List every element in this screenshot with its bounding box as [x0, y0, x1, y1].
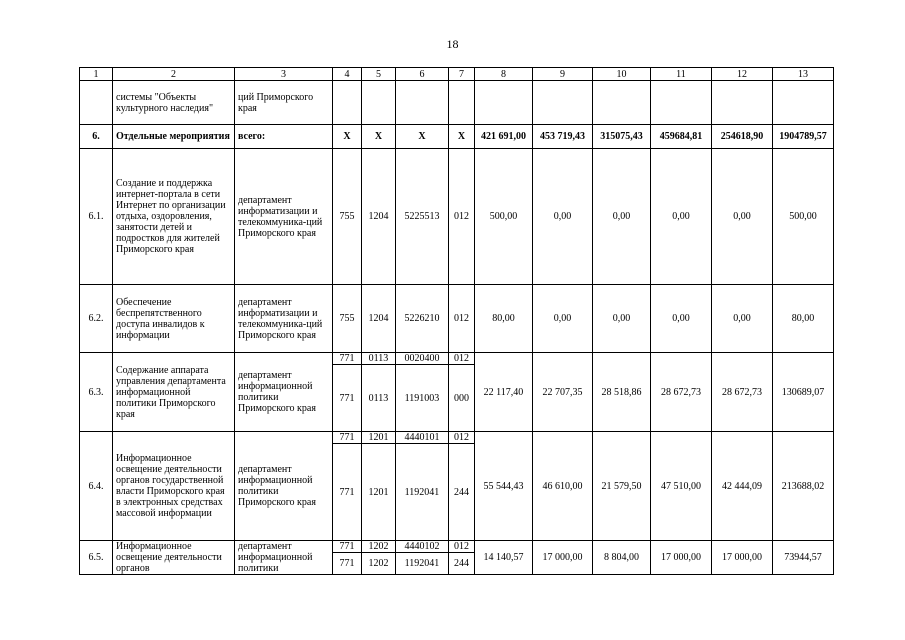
cell-c10: 315075,43	[593, 125, 651, 149]
header-cell: 5	[362, 68, 396, 81]
table-row-6-5	[80, 541, 834, 553]
cell-name: Информационное освещение деятельности органов	[113, 541, 235, 575]
header-cell: 7	[449, 68, 475, 81]
table-row-6	[80, 125, 834, 149]
cell-num: 6.3.	[80, 353, 113, 432]
header-cell: 13	[773, 68, 834, 81]
cell-c5: 1202	[362, 541, 396, 553]
page-number: 18	[446, 37, 459, 51]
cell-c13: 73944,57	[773, 541, 834, 575]
table-row-6-2	[80, 285, 834, 353]
cell-c7: 012	[449, 353, 475, 365]
cell-c4: 771	[333, 365, 362, 432]
cell-c5: 1201	[362, 432, 396, 444]
cell-c6: 1192041	[396, 444, 449, 541]
cell-exec: департамент информационной политики Приморского края	[235, 432, 333, 541]
cell-c10: 0,00	[593, 149, 651, 285]
cell-c9: 46 610,00	[533, 432, 593, 541]
cell-name: системы "Объекты культурного наследия"	[113, 81, 235, 125]
cell-c10: 8 804,00	[593, 541, 651, 575]
cell-c6: 1191003	[396, 365, 449, 432]
cell-c12: 0,00	[712, 285, 773, 353]
cell-c4: 755	[333, 149, 362, 285]
cell-c4: 771	[333, 432, 362, 444]
cell-exec: департамент информационной политики Приморского края	[235, 353, 333, 432]
cell-c12: 254618,90	[712, 125, 773, 149]
cell-c8: 55 544,43	[475, 432, 533, 541]
cell-c12: 17 000,00	[712, 541, 773, 575]
cell-exec: департамент информатизации и телекоммуника-ций Приморского края	[235, 285, 333, 353]
cell-name: Содержание аппарата управления департамента информационной политики Приморского края	[113, 353, 235, 432]
header-cell: 8	[475, 68, 533, 81]
cell-c6: 5226210	[396, 285, 449, 353]
cell-c5: 1202	[362, 553, 396, 575]
cell-c5: 1201	[362, 444, 396, 541]
budget-table	[79, 67, 834, 575]
cell-c4: 755	[333, 285, 362, 353]
cell-num: 6.2.	[80, 285, 113, 353]
cell-c9: 453 719,43	[533, 125, 593, 149]
cell-c8: 500,00	[475, 149, 533, 285]
cell-c7: 244	[449, 553, 475, 575]
cell-c7: 012	[449, 432, 475, 444]
cell-num: 6.	[80, 125, 113, 149]
cell-c6: 4440102	[396, 541, 449, 553]
cell-c9: 0,00	[533, 149, 593, 285]
cell-c7: 012	[449, 541, 475, 553]
table-row-continuation	[80, 81, 834, 125]
cell-exec: департамент информатизации и телекоммуника-ций Приморского края	[235, 149, 333, 285]
cell-c13: 213688,02	[773, 432, 834, 541]
cell-c9: 17 000,00	[533, 541, 593, 575]
cell-c4: 771	[333, 541, 362, 553]
cell-name: Информационное освещение деятельности органов государственной власти Приморского края в электронных средствах массовой информации	[113, 432, 235, 541]
header-cell: 11	[651, 68, 712, 81]
cell-c10: 0,00	[593, 285, 651, 353]
cell-c8: 421 691,00	[475, 125, 533, 149]
cell-c12: 28 672,73	[712, 353, 773, 432]
cell-c7: 012	[449, 149, 475, 285]
header-cell: 6	[396, 68, 449, 81]
cell-num: 6.1.	[80, 149, 113, 285]
header-cell: 10	[593, 68, 651, 81]
cell-c4: 771	[333, 444, 362, 541]
table-row-6-1	[80, 149, 834, 285]
cell-c9: 0,00	[533, 285, 593, 353]
cell-c6: Х	[396, 125, 449, 149]
cell-exec: ций Приморского края	[235, 81, 333, 125]
cell-c11: 459684,81	[651, 125, 712, 149]
cell-c5: 0113	[362, 365, 396, 432]
cell-c4: 771	[333, 353, 362, 365]
cell-exec: департамент информационной политики	[235, 541, 333, 575]
cell-c6: 1192041	[396, 553, 449, 575]
header-cell: 4	[333, 68, 362, 81]
cell-c11: 47 510,00	[651, 432, 712, 541]
cell-c7: 000	[449, 365, 475, 432]
cell-c11: 17 000,00	[651, 541, 712, 575]
cell-exec: всего:	[235, 125, 333, 149]
cell-c8: 22 117,40	[475, 353, 533, 432]
header-cell: 2	[113, 68, 235, 81]
header-cell: 3	[235, 68, 333, 81]
cell-c11: 28 672,73	[651, 353, 712, 432]
cell-c6: 5225513	[396, 149, 449, 285]
cell-c10: 21 579,50	[593, 432, 651, 541]
cell-name: Отдельные мероприятия	[113, 125, 235, 149]
cell-num: 6.5.	[80, 541, 113, 575]
cell-c11: 0,00	[651, 149, 712, 285]
cell-c10: 28 518,86	[593, 353, 651, 432]
cell-c8: 80,00	[475, 285, 533, 353]
cell-c4: Х	[333, 125, 362, 149]
cell-c7: 012	[449, 285, 475, 353]
cell-name: Обеспечение беспрепятственного доступа инвалидов к информации	[113, 285, 235, 353]
cell-c11: 0,00	[651, 285, 712, 353]
cell-c13: 80,00	[773, 285, 834, 353]
cell-c6: 4440101	[396, 432, 449, 444]
cell-c13: 500,00	[773, 149, 834, 285]
cell-c9: 22 707,35	[533, 353, 593, 432]
cell-c5: 1204	[362, 285, 396, 353]
cell-num	[80, 81, 113, 125]
table-row-6-3	[80, 353, 834, 365]
cell-c13: 130689,07	[773, 353, 834, 432]
table-row-6-4	[80, 432, 834, 444]
cell-c8: 14 140,57	[475, 541, 533, 575]
cell-name: Создание и поддержка интернет-портала в сети Интернет по организации отдыха, оздоровления, занятости детей и подростков для жителей Приморского края	[113, 149, 235, 285]
cell-c7: Х	[449, 125, 475, 149]
header-cell: 1	[80, 68, 113, 81]
header-row	[80, 68, 834, 81]
cell-c13: 1904789,57	[773, 125, 834, 149]
cell-c5: 0113	[362, 353, 396, 365]
cell-num: 6.4.	[80, 432, 113, 541]
cell-c7: 244	[449, 444, 475, 541]
cell-c12: 42 444,09	[712, 432, 773, 541]
cell-c4: 771	[333, 553, 362, 575]
header-cell: 9	[533, 68, 593, 81]
header-cell: 12	[712, 68, 773, 81]
cell-c5: Х	[362, 125, 396, 149]
cell-c12: 0,00	[712, 149, 773, 285]
cell-c5: 1204	[362, 149, 396, 285]
cell-c6: 0020400	[396, 353, 449, 365]
